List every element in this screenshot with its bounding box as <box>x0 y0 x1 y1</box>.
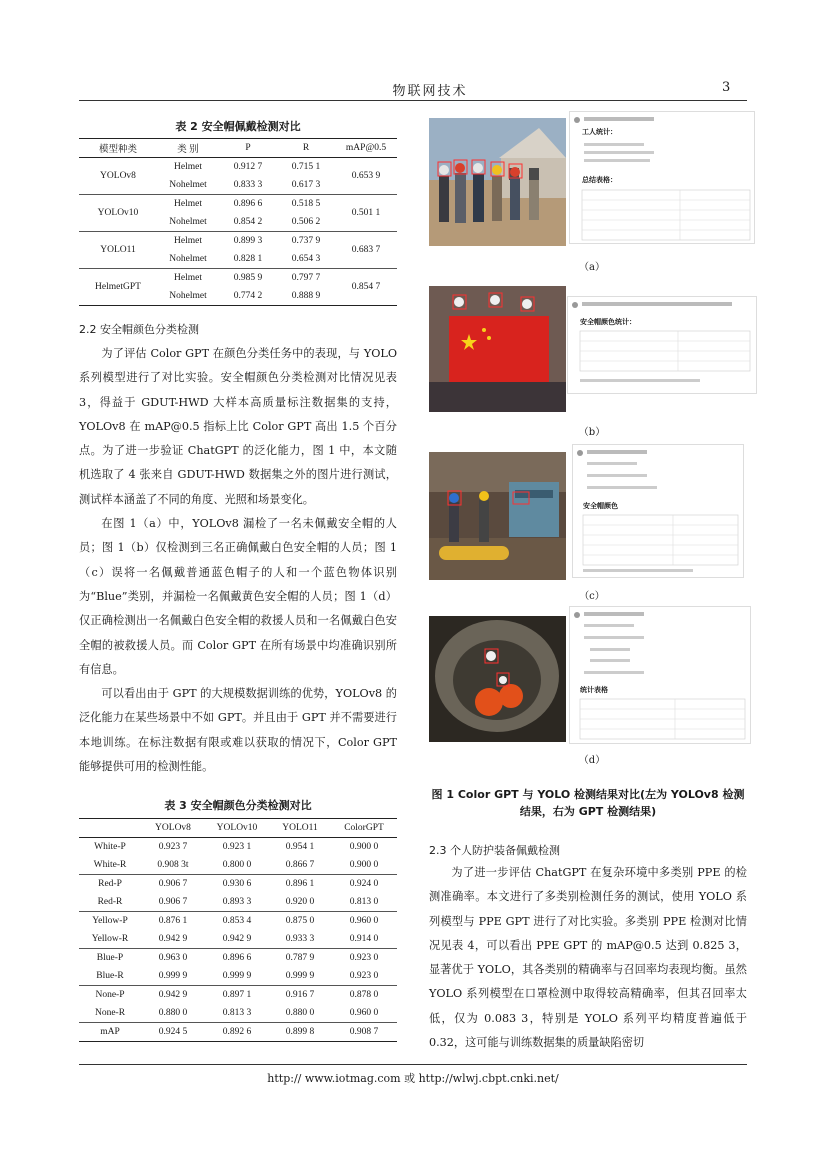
cell: 0.920 0 <box>269 893 331 912</box>
gpt-response-graphic <box>573 445 743 577</box>
cell: 0.892 6 <box>205 1023 269 1042</box>
subfigure-label-a: （a） <box>579 262 605 273</box>
cell: 0.923 7 <box>158 842 188 852</box>
table3-header: YOLOv10 <box>205 819 269 838</box>
table3-header <box>79 819 141 838</box>
table2-header: R <box>277 139 335 158</box>
r-cell: 0.654 3 <box>277 250 335 269</box>
table2-header: 类 别 <box>157 139 219 158</box>
table3-header-row <box>79 819 397 838</box>
gpt-response-graphic <box>568 297 756 393</box>
table2-caption: 表 2 安全帽佩戴检测对比 <box>175 120 301 133</box>
figure-1c-yolo-image <box>429 452 566 580</box>
cell: 0.923 0 <box>349 953 379 963</box>
footer-urls: http:// www.iotmag.com 或 http://wlwj.cbpt.cnki.net/ <box>267 1072 559 1085</box>
figure-1a-yolo-image <box>429 118 566 246</box>
cell: 0.875 0 <box>285 916 315 926</box>
cell: 0.813 3 <box>205 1004 269 1023</box>
cell: 0.900 0 <box>349 842 379 852</box>
row-label: Blue-R <box>79 967 141 986</box>
row-label: White-P <box>94 842 126 852</box>
model-name: YOLOv8 <box>79 158 157 195</box>
cell: 0.906 7 <box>158 879 188 889</box>
map-cell: 0.653 9 <box>335 158 397 195</box>
r-cell: 0.617 3 <box>277 176 335 195</box>
figure-1a-gpt-response <box>569 111 755 244</box>
cell: 0.924 5 <box>141 1023 205 1042</box>
table2-header-row <box>79 139 397 158</box>
class-cell: Helmet <box>174 162 202 172</box>
cell: 0.954 1 <box>285 842 315 852</box>
r-cell: 0.715 1 <box>291 162 321 172</box>
paragraph: 为了评估 Color GPT 在颜色分类任务中的表现，与 YOLO 系列模型进行了对比实验。安全帽颜色分类检测对比情况见表 3，得益于 GDUT-HWD 大样本高质量标注数据集的支持，YOLOv8 在 mAP@0.5 指标上比 Color GPT 高出 1.5 个百分点。为了进一步验证 ChatGPT 的泛化能力，图 1 中，本文随机选取了 4 张来自 GDUT-HWD 数据集之外的图片进行测试，测试样本涵盖了不同的角度、光照和场景变化。 <box>79 347 397 506</box>
table-row <box>79 875 397 894</box>
p-cell: 0.854 2 <box>219 213 277 232</box>
cell: 0.923 1 <box>222 842 252 852</box>
cell: 0.960 0 <box>349 916 379 926</box>
class-cell: Helmet <box>174 236 202 246</box>
header-rule <box>79 100 747 101</box>
table-row <box>79 232 397 251</box>
row-label: Yellow-P <box>92 916 128 926</box>
p-cell: 0.912 7 <box>233 162 263 172</box>
r-cell: 0.888 9 <box>277 287 335 306</box>
row-label: White-R <box>79 856 141 875</box>
p-cell: 0.899 3 <box>233 236 263 246</box>
cell: 0.924 0 <box>349 879 379 889</box>
cell: 0.896 1 <box>285 879 315 889</box>
cell: 0.893 3 <box>205 893 269 912</box>
cell: 0.960 0 <box>331 1004 397 1023</box>
cell: 0.908 7 <box>331 1023 397 1042</box>
map-cell: 0.501 1 <box>335 195 397 232</box>
cell: 0.942 9 <box>205 930 269 949</box>
cell: 0.896 6 <box>222 953 252 963</box>
figure-1d-yolo-image <box>429 616 566 742</box>
figure-1c-gpt-response <box>572 444 744 578</box>
cell: 0.900 0 <box>331 856 397 875</box>
r-cell: 0.518 5 <box>291 199 321 209</box>
cell: 0.813 0 <box>331 893 397 912</box>
section-2-2-body <box>79 342 397 779</box>
table-row <box>79 1023 397 1042</box>
table2 <box>79 138 397 306</box>
panel-a-heading-1: 工人统计： <box>582 128 617 136</box>
table2-header: 模型种类 <box>79 139 157 158</box>
r-cell: 0.797 7 <box>291 273 321 283</box>
table-row <box>79 893 397 912</box>
cell: 0.866 7 <box>269 856 331 875</box>
subfigure-label-b: （b） <box>578 427 606 438</box>
cell: 0.916 7 <box>285 990 315 1000</box>
figure-1b-yolo-image <box>429 286 566 412</box>
cell: 0.930 6 <box>222 879 252 889</box>
class-cell: Nohelmet <box>157 213 219 232</box>
cell: 0.999 9 <box>205 967 269 986</box>
figure-1-caption-line-2: 结果，右为 GPT 检测结果) <box>519 805 657 818</box>
class-cell: Helmet <box>174 273 202 283</box>
row-label: Blue-P <box>96 953 124 963</box>
map-cell: 0.683 7 <box>335 232 397 269</box>
map-cell: 0.854 7 <box>335 269 397 306</box>
p-cell: 0.833 3 <box>219 176 277 195</box>
class-cell: Helmet <box>174 199 202 209</box>
r-cell: 0.737 9 <box>291 236 321 246</box>
row-label: Yellow-R <box>79 930 141 949</box>
panel-b-heading: 安全帽颜色统计： <box>580 318 636 326</box>
journal-title: 物联网技术 <box>392 84 468 99</box>
table3-header: YOLO11 <box>269 819 331 838</box>
gpt-response-graphic <box>570 607 750 743</box>
panel-c-heading: 安全帽颜色 <box>583 502 618 510</box>
table-row <box>79 949 397 968</box>
p-cell: 0.774 2 <box>219 287 277 306</box>
table3-header: YOLOv8 <box>141 819 205 838</box>
flag-group-photo <box>429 286 566 412</box>
paragraph: 为了进一步评估 ChatGPT 在复杂环境中多类别 PPE 的检测准确率。本文进行了多类别检测任务的测试，使用 YOLO 系列模型与 PPE GPT 进行了对比实验。多类别 PPE 检测对比情况见表 4，可以看出 PPE GPT 的 mAP@0.5 达到 0.825 3，显著优于 YOLO，其各类别的精确率与召回率均表现均衡。虽然 YOLO 系列模型在口罩检测中取得较高精确率，但其召回率太低，仅为 0.083 3，特别是 YOLO 系列平均精度普遍低于 0.32，这可能与训练数据集的质量缺陷密切 <box>429 866 747 1050</box>
class-cell: Nohelmet <box>157 176 219 195</box>
table-row <box>79 269 397 288</box>
p-cell: 0.896 6 <box>233 199 263 209</box>
cell: 0.876 1 <box>158 916 188 926</box>
cell: 0.923 0 <box>331 967 397 986</box>
figure-1b-gpt-response <box>567 296 757 394</box>
tunnel-rescue-photo <box>429 616 566 742</box>
cell: 0.942 9 <box>158 990 188 1000</box>
cell: 0.880 0 <box>269 1004 331 1023</box>
table-row <box>79 158 397 177</box>
cell: 0.914 0 <box>331 930 397 949</box>
table-row <box>79 1004 397 1023</box>
subfigure-label-d: （d） <box>578 755 606 766</box>
table-row <box>79 986 397 1005</box>
section-2-3-heading: 2.3 个人防护装备佩戴检测 <box>429 844 560 857</box>
table3 <box>79 818 397 1042</box>
class-cell: Nohelmet <box>157 287 219 306</box>
row-label: Red-R <box>79 893 141 912</box>
section-2-2-heading: 2.2 安全帽颜色分类检测 <box>79 323 199 336</box>
row-label: mAP <box>79 1023 141 1042</box>
cell: 0.800 0 <box>205 856 269 875</box>
paragraph: 可以看出由于 GPT 的大规模数据训练的优势，YOLOv8 的泛化能力在某些场景中不如 GPT。并且由于 GPT 并不需要进行本地训练。在标注数据有限或难以获取的情况下，Color GPT 能够提供可用的检测性能。 <box>79 687 397 774</box>
table-row <box>79 967 397 986</box>
p-cell: 0.985 9 <box>233 273 263 283</box>
table-row <box>79 912 397 931</box>
cell: 0.880 0 <box>141 1004 205 1023</box>
cell: 0.878 0 <box>349 990 379 1000</box>
r-cell: 0.506 2 <box>277 213 335 232</box>
paragraph: 在图 1（a）中，YOLOv8 漏检了一名未佩戴安全帽的人员；图 1（b）仅检测到三名正确佩戴白色安全帽的人员；图 1（c）误将一名佩戴普通蓝色帽子的人和一个蓝色物体识别为“Blue”类别，并漏检一名佩戴黄色安全帽的人员；图 1（d）仅正确检测出一名佩戴白色安全帽的救援人员和一名佩戴白色安全帽的被救援人员。而 Color GPT 在所有场景中均准确识别所有信息。 <box>79 517 397 676</box>
model-name: YOLO11 <box>79 232 157 269</box>
table-row <box>79 930 397 949</box>
table-row <box>79 195 397 214</box>
cell: 0.899 8 <box>269 1023 331 1042</box>
model-name: HelmetGPT <box>79 269 157 306</box>
cell: 0.933 3 <box>269 930 331 949</box>
table2-header: mAP@0.5 <box>335 139 397 158</box>
p-cell: 0.828 1 <box>219 250 277 269</box>
industrial-site-photo <box>429 452 566 580</box>
table2-header: P <box>219 139 277 158</box>
cell: 0.906 7 <box>141 893 205 912</box>
footer-rule <box>79 1064 747 1065</box>
class-cell: Nohelmet <box>157 250 219 269</box>
row-label: Red-P <box>98 879 122 889</box>
row-label: None-P <box>95 990 125 1000</box>
panel-a-heading-2: 总结表格： <box>582 176 617 184</box>
section-2-3-body <box>429 861 747 1055</box>
table3-caption: 表 3 安全帽颜色分类检测对比 <box>164 799 312 812</box>
figure-1d-gpt-response <box>569 606 751 744</box>
cell: 0.942 9 <box>141 930 205 949</box>
page-number: 3 <box>722 80 731 95</box>
table-row <box>79 856 397 875</box>
cell: 0.908 3t <box>141 856 205 875</box>
cell: 0.853 4 <box>222 916 252 926</box>
cell: 0.787 9 <box>285 953 315 963</box>
subfigure-label-c: （c） <box>579 591 605 602</box>
table3-header: ColorGPT <box>331 819 397 838</box>
cell: 0.999 9 <box>269 967 331 986</box>
construction-site-photo <box>429 118 566 246</box>
model-name: YOLOv10 <box>79 195 157 232</box>
cell: 0.999 9 <box>141 967 205 986</box>
panel-d-heading: 统计表格 <box>580 686 608 694</box>
table-row <box>79 838 397 857</box>
cell: 0.897 1 <box>222 990 252 1000</box>
cell: 0.963 0 <box>158 953 188 963</box>
figure-1-caption-line-1: 图 1 Color GPT 与 YOLO 检测结果对比(左为 YOLOv8 检测 <box>431 788 745 801</box>
row-label: None-R <box>79 1004 141 1023</box>
